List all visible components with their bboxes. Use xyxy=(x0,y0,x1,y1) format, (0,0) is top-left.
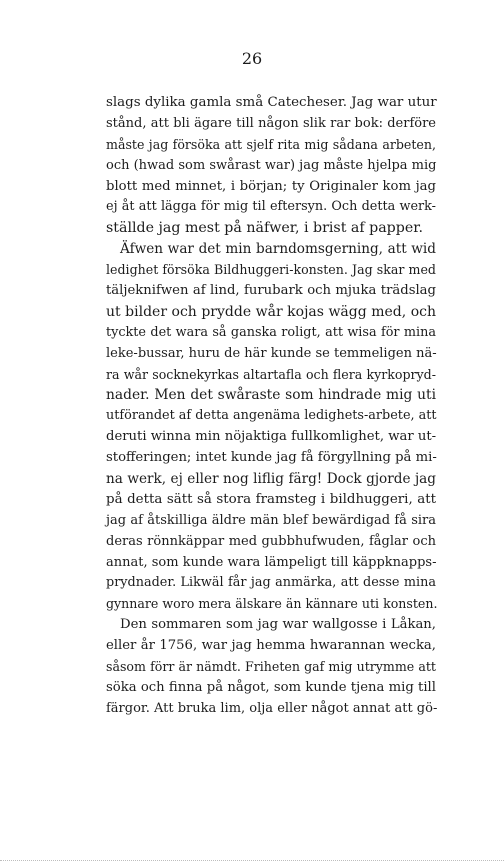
text-line: deruti winna min nöjaktiga fullkomlighet, war ut- xyxy=(106,429,437,445)
text-line: ledighet försöka Bildhuggeri-konsten. Jag skar med xyxy=(106,262,436,278)
text-line: Äfwen war det min barndomsgerning, att wid xyxy=(120,241,436,258)
text-line: ställde jag mest på näfwer, i brist af papper. xyxy=(106,220,423,237)
text-line: eller år 1756, war jag hemma hwarannan wecka, xyxy=(106,638,436,654)
text-line: nader. Men det swåraste som hindrade mig uti xyxy=(106,387,436,404)
text-line: blott med minnet, i början; ty Originaler kom jag xyxy=(106,178,436,194)
text-line: söka och finna på något, som kunde tjena mig till xyxy=(106,679,436,695)
text-line: prydnader. Likwäl får jag anmärka, att desse mina xyxy=(106,575,436,591)
text-line: stånd, att bli ägare till någon slik rar bok: derföre xyxy=(106,115,436,131)
text-line: jag af åtskilliga äldre män blef bewärdigad få sira xyxy=(106,512,436,528)
text-line: deras rönnkäppar med gubbhufwuden, fåglar och xyxy=(106,533,436,549)
text-line: färgor. Att bruka lim, olja eller något annat att gö- xyxy=(106,700,438,716)
text-line: måste jag försöka att sjelf rita mig sådana arbeten, xyxy=(106,136,436,152)
text-line: ra wår socknekyrkas altartafla och flera kyrkopryd- xyxy=(106,366,436,382)
text-line: slags dylika gamla små Catecheser. Jag war utur xyxy=(106,95,437,110)
text-line: på detta sätt så stora framsteg i bildhuggeri, att xyxy=(106,491,436,507)
text-line: ut bilder och prydde wår kojas wägg med, och xyxy=(106,303,436,320)
text-line: gynnare woro mera älskare än kännare uti konsten. xyxy=(106,596,438,612)
text-line: annat, som kunde wara lämpeligt till käppknapps- xyxy=(106,554,437,570)
text-line: tyckte det wara så ganska roligt, att wisa för mina xyxy=(106,324,436,340)
text-line: täljeknifwen af lind, furubark och mjuka trädslag xyxy=(106,283,436,299)
text-line: såsom förr är nämdt. Friheten gaf mig utrymme att xyxy=(106,659,436,675)
text-line: stofferingen; intet kunde jag få förgyllning på mi- xyxy=(106,450,437,466)
text-line: Den sommaren som jag war wallgosse i Låkan, xyxy=(120,617,436,633)
text-line: ej åt att lägga för mig til eftersyn. Och detta werk- xyxy=(106,199,436,215)
page-number: 26 xyxy=(241,49,263,68)
text-line: leke-bussar, huru de här kunde se temmeligen nä- xyxy=(106,345,437,361)
text-line: na werk, ej eller nog liflig färg! Dock gjorde jag xyxy=(106,471,436,488)
body-text xyxy=(106,93,436,720)
text-line: utförandet af detta angenäma ledighets-arbete, att xyxy=(106,408,437,424)
page-bottom-edge xyxy=(0,860,504,861)
text-line: och (hwad som swårast war) jag måste hjelpa mig xyxy=(106,157,437,173)
